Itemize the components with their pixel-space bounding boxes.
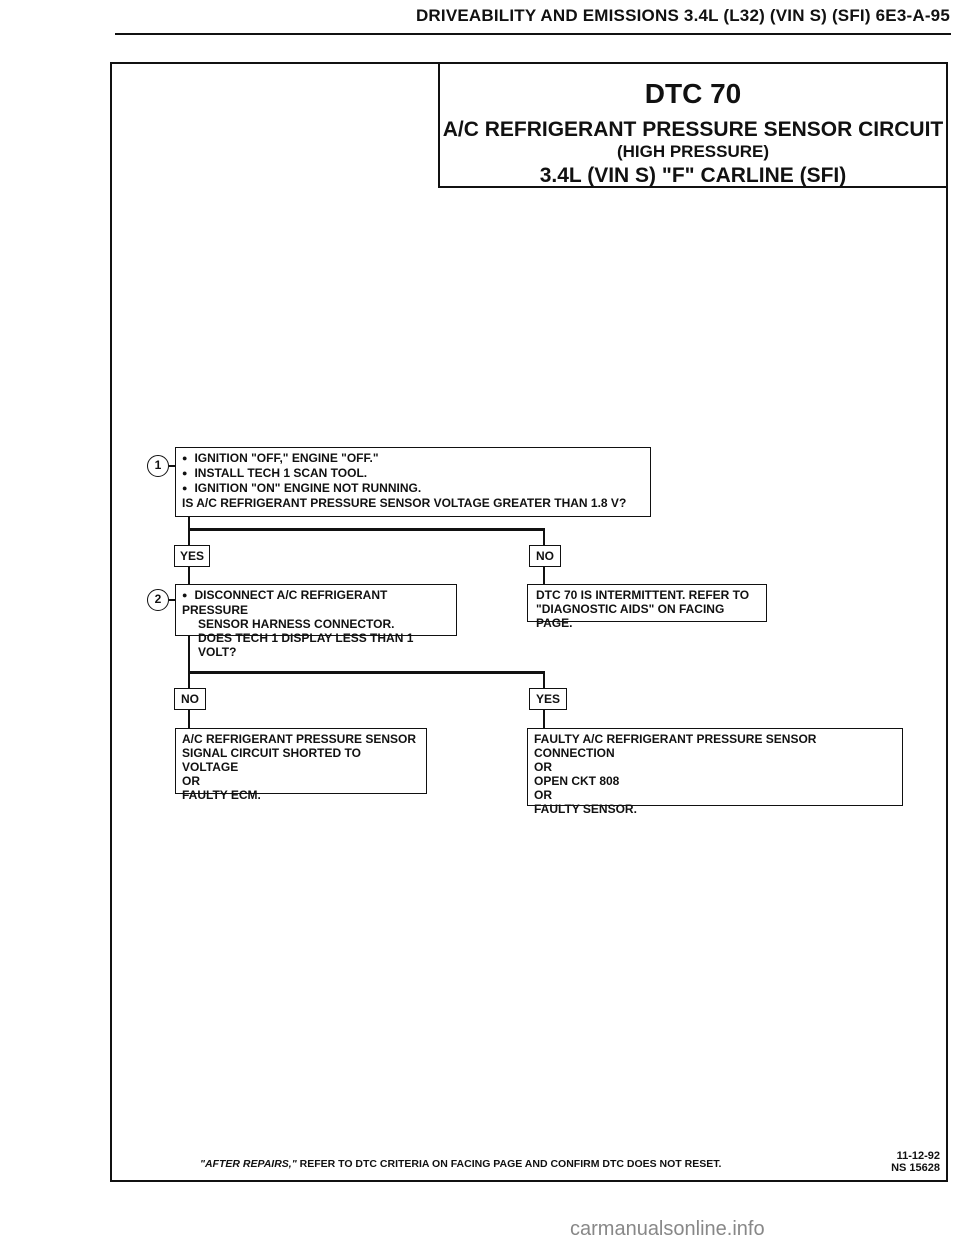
footer-note [200,1158,721,1170]
step-2-yes-label: YES [529,688,567,710]
step-1-question: IS A/C REFRIGERANT PRESSURE SENSOR VOLTAGE GREATER THAN 1.8 V? [182,496,627,510]
step-2-branch-line [188,671,544,674]
page-header: DRIVEABILITY AND EMISSIONS 3.4L (L32) (VIN S) (SFI) 6E3-A-95 [415,6,950,25]
step-2-marker: 2 [147,589,169,611]
dtc-code: DTC 70 [644,78,742,109]
result-shorted-box [175,728,427,802]
step-2-no-label: NO [174,688,206,710]
step-1-marker: 1 [147,455,169,477]
step-1-yes-drop [188,567,190,584]
step-1-bullet-2: ● INSTALL TECH 1 SCAN TOOL. [182,466,644,481]
step-2-question: DOES TECH 1 DISPLAY LESS THAN 1 VOLT? [198,631,414,659]
result-shorted-line-2: SIGNAL CIRCUIT SHORTED TO VOLTAGE [182,746,361,774]
step-2-stem [188,636,190,688]
result-intermittent-box [527,584,767,630]
step-1-no-label: NO [529,545,561,567]
watermark: carmanualsonline.info [570,1218,765,1240]
figure-reference [840,1150,940,1174]
step-1-bullet-1: ● IGNITION "OFF," ENGINE "OFF." [182,451,644,466]
step-2-no-drop [188,710,190,728]
result-faulty-line-1: FAULTY A/C REFRIGERANT PRESSURE SENSOR CONNECTION [534,732,817,760]
step-2-yes-drop [543,671,545,688]
step-1-yes-label: YES [174,545,210,567]
result-faulty-line-2: OR [534,760,552,774]
result-intermittent-line-2: "DIAGNOSTIC AIDS" ON FACING PAGE. [536,602,725,630]
figure-number: NS 15628 [891,1162,940,1174]
step-1-box [175,447,651,517]
step-2-box [175,584,457,659]
result-faulty-line-5: FAULTY SENSOR. [534,802,637,816]
step-1-branch-line [188,528,544,531]
result-intermittent-line-1: DTC 70 IS INTERMITTENT. REFER TO [536,588,750,602]
step-1-no-drop [543,528,545,545]
step-1-stem [188,517,190,545]
step-1-bullet-3: ● IGNITION "ON" ENGINE NOT RUNNING. [182,481,644,496]
step-2-line-1: SENSOR HARNESS CONNECTOR. [198,617,395,631]
title-block [438,62,948,188]
result-faulty-box [527,728,903,816]
dtc-qualifier: (HIGH PRESSURE) [616,142,770,161]
result-shorted-line-4: FAULTY ECM. [182,788,261,802]
figure-date: 11-12-92 [896,1150,940,1162]
step-2-bullet-1: ● DISCONNECT A/C REFRIGERANT PRESSURE [182,588,450,617]
result-faulty-line-3: OPEN CKT 808 [534,774,620,788]
header-rule [115,33,951,35]
result-faulty-line-4: OR [534,788,552,802]
step-2-yes-drop-2 [543,710,545,728]
result-shorted-line-1: A/C REFRIGERANT PRESSURE SENSOR [182,732,417,746]
dtc-application: 3.4L (VIN S) "F" CARLINE (SFI) [539,164,847,187]
result-shorted-line-3: OR [182,774,200,788]
step-1-no-drop-2 [543,567,545,584]
dtc-name: A/C REFRIGERANT PRESSURE SENSOR CIRCUIT [442,118,944,141]
footer-after-repairs: "AFTER REPAIRS," [200,1158,297,1170]
footer-note-text: REFER TO DTC CRITERIA ON FACING PAGE AND CONFIRM DTC DOES NOT RESET. [299,1158,722,1170]
